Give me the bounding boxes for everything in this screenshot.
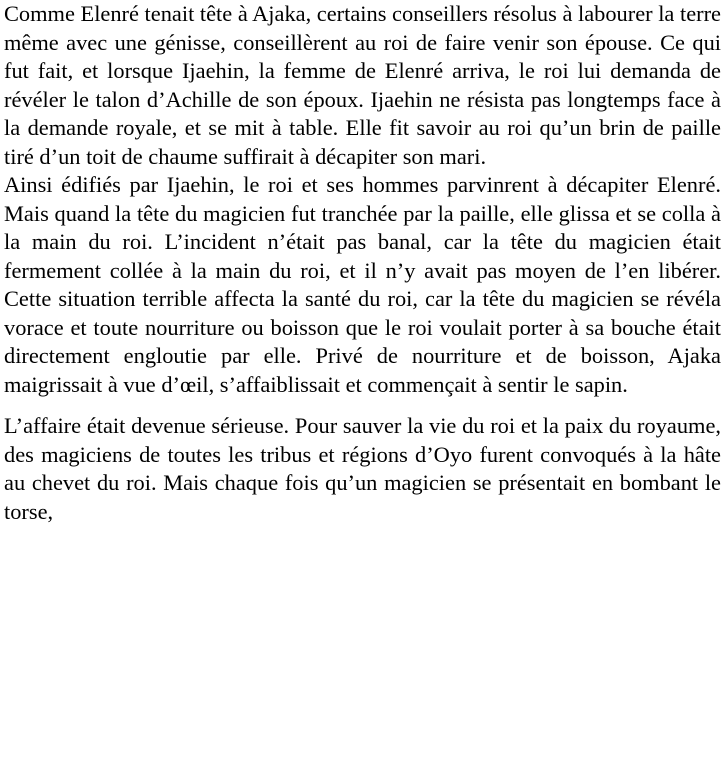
paragraph-3: L’affaire était devenue sérieuse. Pour sauver la vie du roi et la paix du royaume, des magiciens de toutes les tribus et régions d’Oyo furent convoqués à la hâte au chevet du roi. Mais chaque fois qu’un magicien se présentait en bombant le torse, (4, 413, 721, 524)
paragraph-2: Ainsi édifiés par Ijaehin, le roi et ses hommes parvinrent à décapiter Elenré. Mais quand la tête du magicien fut tranchée par la paille, elle glissa et se colla à la main du roi. L’incident n’était pas banal, car la tête du magicien était fermement collée à la main du roi, et il n’y avait pas moyen de l’en libérer. Cette situation terrible affecta la santé du roi, car la tête du magicien se révéla vorace et toute nourriture ou boisson que le roi voulait porter à sa bouche était directement engloutie par elle. Privé de nourriture et de boisson, Ajaka maigrissait à vue d’œil, s’affaiblissait et commençait à sentir le sapin. (4, 172, 721, 397)
paragraph-1: Comme Elenré tenait tête à Ajaka, certains conseillers résolus à labourer la terre même avec une génisse, conseillèrent au roi de faire venir son épouse. Ce qui fut fait, et lorsque Ijaehin, la femme de Elenré arriva, le roi lui demanda de révéler le talon d’Achille de son époux. Ijaehin ne résista pas longtemps face à la demande royale, et se mit à table. Elle fit savoir au roi qu’un brin de paille tiré d’un toit de chaume suffirait à décapiter son mari. (4, 1, 721, 169)
